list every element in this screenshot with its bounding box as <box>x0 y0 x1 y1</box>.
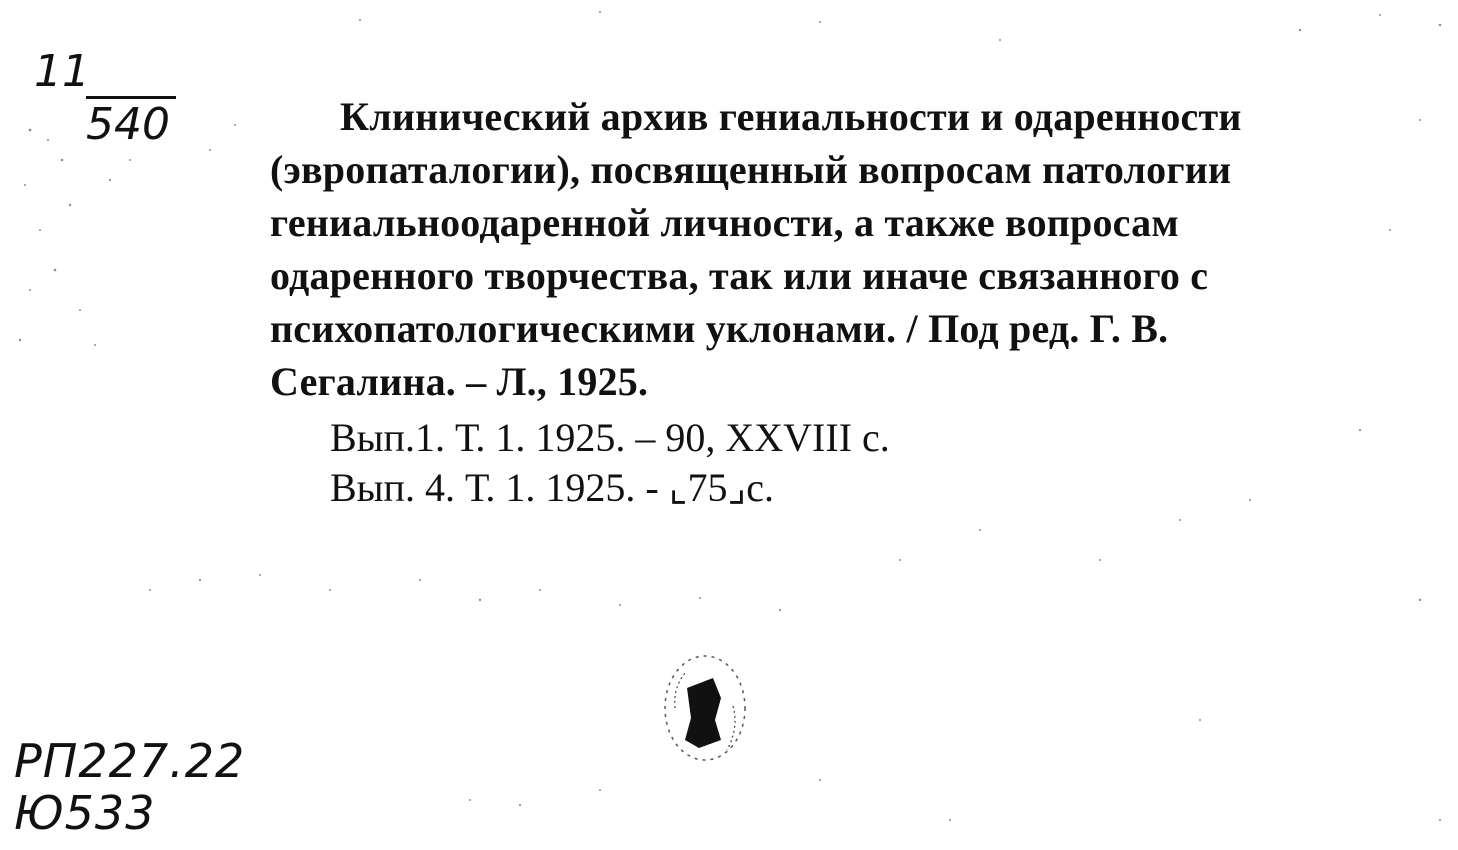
bibliographic-entry <box>270 90 1330 408</box>
entry-line: (эвропаталогии), посвященный вопросам патологии <box>270 147 1232 192</box>
entry-line: одаренного творчества, так или иначе связанного с <box>270 253 1209 298</box>
call-number-line1: РП227.22 <box>14 734 246 788</box>
shelf-mark-line1: 11 <box>34 46 90 97</box>
issue-line: Вып.1. Т. 1. 1925. – 90, XXVIII с. <box>330 415 890 460</box>
call-number-line2: Ю533 <box>14 786 156 840</box>
entry-line: психопатологическими уклонами. / Под ред. Г. В. <box>270 306 1169 351</box>
call-number <box>14 735 245 839</box>
entry-line: гениальноодаренной личности, а также вопросам <box>270 200 1179 245</box>
library-stamp-icon <box>655 648 755 768</box>
entry-line: Клинический архив гениальности и одаренности <box>340 94 1242 139</box>
shelf-mark <box>28 46 176 150</box>
issue-list <box>330 413 890 513</box>
shelf-mark-line2: 540 <box>86 96 176 147</box>
issue-line: Вып. 4. Т. 1. 1925. - ⌞75⌟с. <box>330 465 774 510</box>
entry-line: Сегалина. – Л., 1925. <box>270 359 649 404</box>
